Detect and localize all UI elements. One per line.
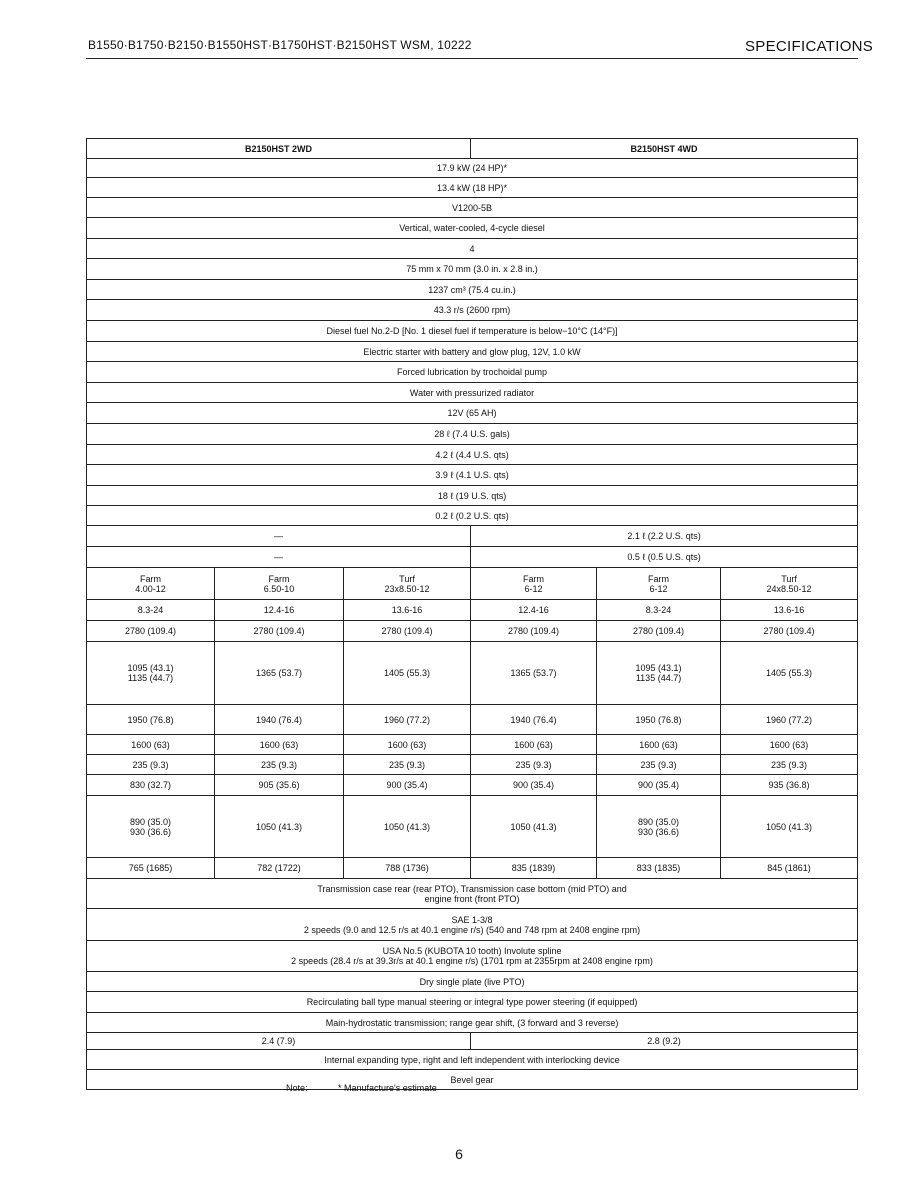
clutch-cell: Dry single plate (live PTO) — [87, 972, 858, 992]
tire-size: 24x8.50-12 — [766, 583, 812, 594]
turning-radius-2wd: 2.4 (7.9) — [87, 1033, 471, 1050]
spec-value: 28 ℓ (7.4 U.S. gals) — [87, 424, 858, 445]
spec-value: 43.3 r/s (2600 rpm) — [87, 300, 858, 321]
value-line: 2 speeds (28.4 r/s at 39.3r/s at 40.1 engine r/s) (1701 rpm at 2355rpm at 2408 engine rpm) — [291, 956, 653, 966]
spec-row — [87, 486, 858, 506]
spec-row — [87, 362, 858, 383]
value-line: 1365 (53.7) — [510, 668, 557, 678]
tread-front-cell — [471, 642, 597, 705]
spec-value-2wd: — — [87, 547, 471, 568]
overall-length-cell: 1960 (77.2) — [721, 705, 858, 735]
tire-cell — [471, 568, 597, 600]
wheelbase-cell: 2780 (109.4) — [215, 621, 344, 642]
value-line: 930 (36.6) — [638, 826, 680, 837]
value-line: 2 speeds (9.0 and 12.5 r/s at 40.1 engine r/s) (540 and 748 rpm at 2408 engine rpm) — [303, 924, 641, 935]
spec-row — [87, 178, 858, 198]
value-line: 930 (36.6) — [129, 826, 172, 837]
spec-value: Diesel fuel No.2-D [No. 1 diesel fuel if temperature is below−10°C (14°F)] — [87, 321, 858, 342]
value-line: SAE 1-3/8 — [451, 914, 493, 925]
ground-clearance-cell: 235 (9.3) — [215, 755, 344, 775]
ground-clearance-cell: 235 (9.3) — [721, 755, 858, 775]
tread-rear-cell — [471, 796, 597, 858]
tread-front-cell — [597, 642, 721, 705]
tire-size: 4.00-12 — [135, 583, 166, 594]
model-header-row — [87, 139, 858, 159]
wheelbase-cell: 2780 (109.4) — [344, 621, 471, 642]
document-header-model-list: B1550·B1750·B2150·B1550HST·B1750HST·B2150HST WSM, 10222 — [88, 38, 472, 52]
specifications-table — [86, 138, 858, 1090]
tread-front-cell — [344, 642, 471, 705]
spec-row — [87, 198, 858, 218]
spec-row — [87, 218, 858, 239]
spec-row — [87, 424, 858, 445]
value-line: 1050 (41.3) — [510, 821, 557, 832]
value-line: 890 (35.0) — [638, 816, 680, 827]
value-line: 1050 (41.3) — [383, 821, 431, 832]
specifications-table-body — [87, 139, 858, 1090]
rear-tire-cell: 12.4-16 — [215, 600, 344, 621]
mid-pto-cell — [87, 941, 858, 972]
height-row — [87, 735, 858, 755]
tread-rear-cell — [721, 796, 858, 858]
value-line: 1365 (53.7) — [255, 668, 303, 678]
pto-location-cell — [87, 879, 858, 909]
ground-clearance-cell: 235 (9.3) — [344, 755, 471, 775]
footnote — [286, 1083, 437, 1093]
weight-cell: 788 (1736) — [344, 858, 471, 879]
overall-length-cell: 1940 (76.4) — [471, 705, 597, 735]
height-cell: 1600 (63) — [215, 735, 344, 755]
overall-length-cell: 1950 (76.8) — [87, 705, 215, 735]
front-tire-row — [87, 568, 858, 600]
spec-row — [87, 445, 858, 465]
value-line: 1405 (55.3) — [383, 668, 431, 678]
spec-value: 4 — [87, 239, 858, 259]
width-row — [87, 775, 858, 796]
ground-clearance-row — [87, 755, 858, 775]
transmission-row — [87, 1013, 858, 1033]
transmission-cell: Main-hydrostatic transmission; range gear shift, (3 forward and 3 reverse) — [87, 1013, 858, 1033]
tread-rear-cell — [597, 796, 721, 858]
rear-tire-cell: 8.3-24 — [87, 600, 215, 621]
ground-clearance-cell: 235 (9.3) — [471, 755, 597, 775]
value-line: engine front (front PTO) — [424, 893, 520, 904]
rear-pto-cell — [87, 909, 858, 941]
spec-row — [87, 239, 858, 259]
spec-value: 1237 cm³ (75.4 cu.in.) — [87, 280, 858, 300]
spec-row — [87, 506, 858, 526]
spec-row — [87, 321, 858, 342]
spec-value-4wd: 2.1 ℓ (2.2 U.S. qts) — [471, 526, 858, 547]
spec-value: Electric starter with battery and glow plug, 12V, 1.0 kW — [87, 342, 858, 362]
tire-type: Farm — [140, 573, 161, 584]
turning-radius-4wd: 2.8 (9.2) — [471, 1033, 858, 1050]
split-spec-row — [87, 547, 858, 568]
value-line: 1135 (44.7) — [127, 673, 174, 683]
tire-size: 23x8.50-12 — [384, 583, 430, 594]
spec-value: V1200-5B — [87, 198, 858, 218]
tire-type: Turf — [781, 573, 797, 584]
spec-row — [87, 300, 858, 321]
spec-value: 17.9 kW (24 HP)* — [87, 159, 858, 178]
tire-size: 6-12 — [524, 583, 543, 594]
split-spec-row — [87, 526, 858, 547]
tire-cell — [87, 568, 215, 600]
spec-value: 0.2 ℓ (0.2 U.S. qts) — [87, 506, 858, 526]
height-cell: 1600 (63) — [344, 735, 471, 755]
spec-value: 75 mm x 70 mm (3.0 in. x 2.8 in.) — [87, 259, 858, 280]
section-title: SPECIFICATIONS — [745, 38, 874, 55]
tread-front-cell — [87, 642, 215, 705]
value-line: USA No.5 (KUBOTA 10 tooth) Involute spline — [382, 946, 562, 956]
width-cell: 905 (35.6) — [215, 775, 344, 796]
tire-cell — [597, 568, 721, 600]
tread-front-cell — [721, 642, 858, 705]
tire-type: Farm — [523, 573, 545, 584]
ground-clearance-cell: 235 (9.3) — [87, 755, 215, 775]
value-line: Transmission case rear (rear PTO), Transmission case bottom (mid PTO) and — [317, 883, 627, 894]
spec-row — [87, 342, 858, 362]
value-line: 1405 (55.3) — [766, 668, 813, 678]
tire-cell — [215, 568, 344, 600]
page-number: 6 — [455, 1146, 463, 1162]
rear-pto-row — [87, 909, 858, 941]
width-cell: 935 (36.8) — [721, 775, 858, 796]
rear-tire-row — [87, 600, 858, 621]
overall-length-cell: 1950 (76.8) — [597, 705, 721, 735]
weight-cell: 845 (1861) — [721, 858, 858, 879]
spec-value: Forced lubrication by trochoidal pump — [87, 362, 858, 383]
spec-row — [87, 465, 858, 486]
wheelbase-cell: 2780 (109.4) — [87, 621, 215, 642]
spec-row — [87, 280, 858, 300]
wheelbase-row — [87, 621, 858, 642]
spec-value: 12V (65 AH) — [87, 403, 858, 424]
pto-location-row — [87, 879, 858, 909]
spec-row — [87, 383, 858, 403]
tire-cell — [721, 568, 858, 600]
spec-value: Water with pressurized radiator — [87, 383, 858, 403]
tire-size: 6.50-10 — [263, 583, 295, 594]
brake-cell: Internal expanding type, right and left independent with interlocking device — [87, 1050, 858, 1070]
tread-rear-cell — [215, 796, 344, 858]
value-line: 1050 (41.3) — [255, 821, 303, 832]
tire-type: Turf — [399, 573, 415, 584]
tire-type: Farm — [268, 573, 290, 584]
wheelbase-cell: 2780 (109.4) — [721, 621, 858, 642]
value-line: 1095 (43.1) — [127, 663, 174, 673]
weight-cell: 765 (1685) — [87, 858, 215, 879]
height-cell: 1600 (63) — [87, 735, 215, 755]
ground-clearance-cell: 235 (9.3) — [597, 755, 721, 775]
rear-tire-cell: 13.6-16 — [344, 600, 471, 621]
spec-row — [87, 403, 858, 424]
spec-value-2wd: — — [87, 526, 471, 547]
width-cell: 900 (35.4) — [344, 775, 471, 796]
spec-value: 18 ℓ (19 U.S. qts) — [87, 486, 858, 506]
tread-front-row — [87, 642, 858, 705]
weight-cell: 833 (1835) — [597, 858, 721, 879]
value-line: 1050 (41.3) — [766, 821, 813, 832]
height-cell: 1600 (63) — [597, 735, 721, 755]
overall-length-row — [87, 705, 858, 735]
spec-value: Vertical, water-cooled, 4-cycle diesel — [87, 218, 858, 239]
brake-row — [87, 1050, 858, 1070]
tire-size: 6-12 — [649, 583, 668, 594]
turning-radius-row — [87, 1033, 858, 1050]
tread-rear-row — [87, 796, 858, 858]
clutch-row — [87, 972, 858, 992]
height-cell: 1600 (63) — [471, 735, 597, 755]
tread-rear-cell — [87, 796, 215, 858]
footnote-text: * Manufacture's estimate — [338, 1083, 437, 1093]
differential-row — [87, 1070, 858, 1090]
weight-row — [87, 858, 858, 879]
wheelbase-cell: 2780 (109.4) — [597, 621, 721, 642]
model-2wd-header: B2150HST 2WD — [87, 139, 471, 159]
rear-tire-cell: 13.6-16 — [721, 600, 858, 621]
tread-rear-cell — [344, 796, 471, 858]
value-line: 1095 (43.1) — [635, 663, 682, 673]
wheelbase-cell: 2780 (109.4) — [471, 621, 597, 642]
overall-length-cell: 1940 (76.4) — [215, 705, 344, 735]
width-cell: 900 (35.4) — [597, 775, 721, 796]
rear-tire-cell: 8.3-24 — [597, 600, 721, 621]
weight-cell: 782 (1722) — [215, 858, 344, 879]
tread-front-cell — [215, 642, 344, 705]
footnote-label: Note: — [286, 1083, 308, 1093]
steering-cell: Recirculating ball type manual steering or integral type power steering (if equipped) — [87, 992, 858, 1013]
spec-value: 13.4 kW (18 HP)* — [87, 178, 858, 198]
tire-type: Farm — [648, 573, 670, 584]
spec-row — [87, 159, 858, 178]
height-cell: 1600 (63) — [721, 735, 858, 755]
header-divider — [86, 58, 858, 59]
value-line: 890 (35.0) — [129, 816, 172, 827]
rear-tire-cell: 12.4-16 — [471, 600, 597, 621]
spec-row — [87, 259, 858, 280]
spec-value: 4.2 ℓ (4.4 U.S. qts) — [87, 445, 858, 465]
weight-cell: 835 (1839) — [471, 858, 597, 879]
steering-row — [87, 992, 858, 1013]
value-line: 1135 (44.7) — [635, 673, 682, 683]
overall-length-cell: 1960 (77.2) — [344, 705, 471, 735]
tire-cell — [344, 568, 471, 600]
model-4wd-header: B2150HST 4WD — [471, 139, 858, 159]
width-cell: 830 (32.7) — [87, 775, 215, 796]
mid-pto-row — [87, 941, 858, 972]
spec-value: 3.9 ℓ (4.1 U.S. qts) — [87, 465, 858, 486]
width-cell: 900 (35.4) — [471, 775, 597, 796]
spec-value-4wd: 0.5 ℓ (0.5 U.S. qts) — [471, 547, 858, 568]
differential-cell: Bevel gear — [87, 1070, 858, 1090]
